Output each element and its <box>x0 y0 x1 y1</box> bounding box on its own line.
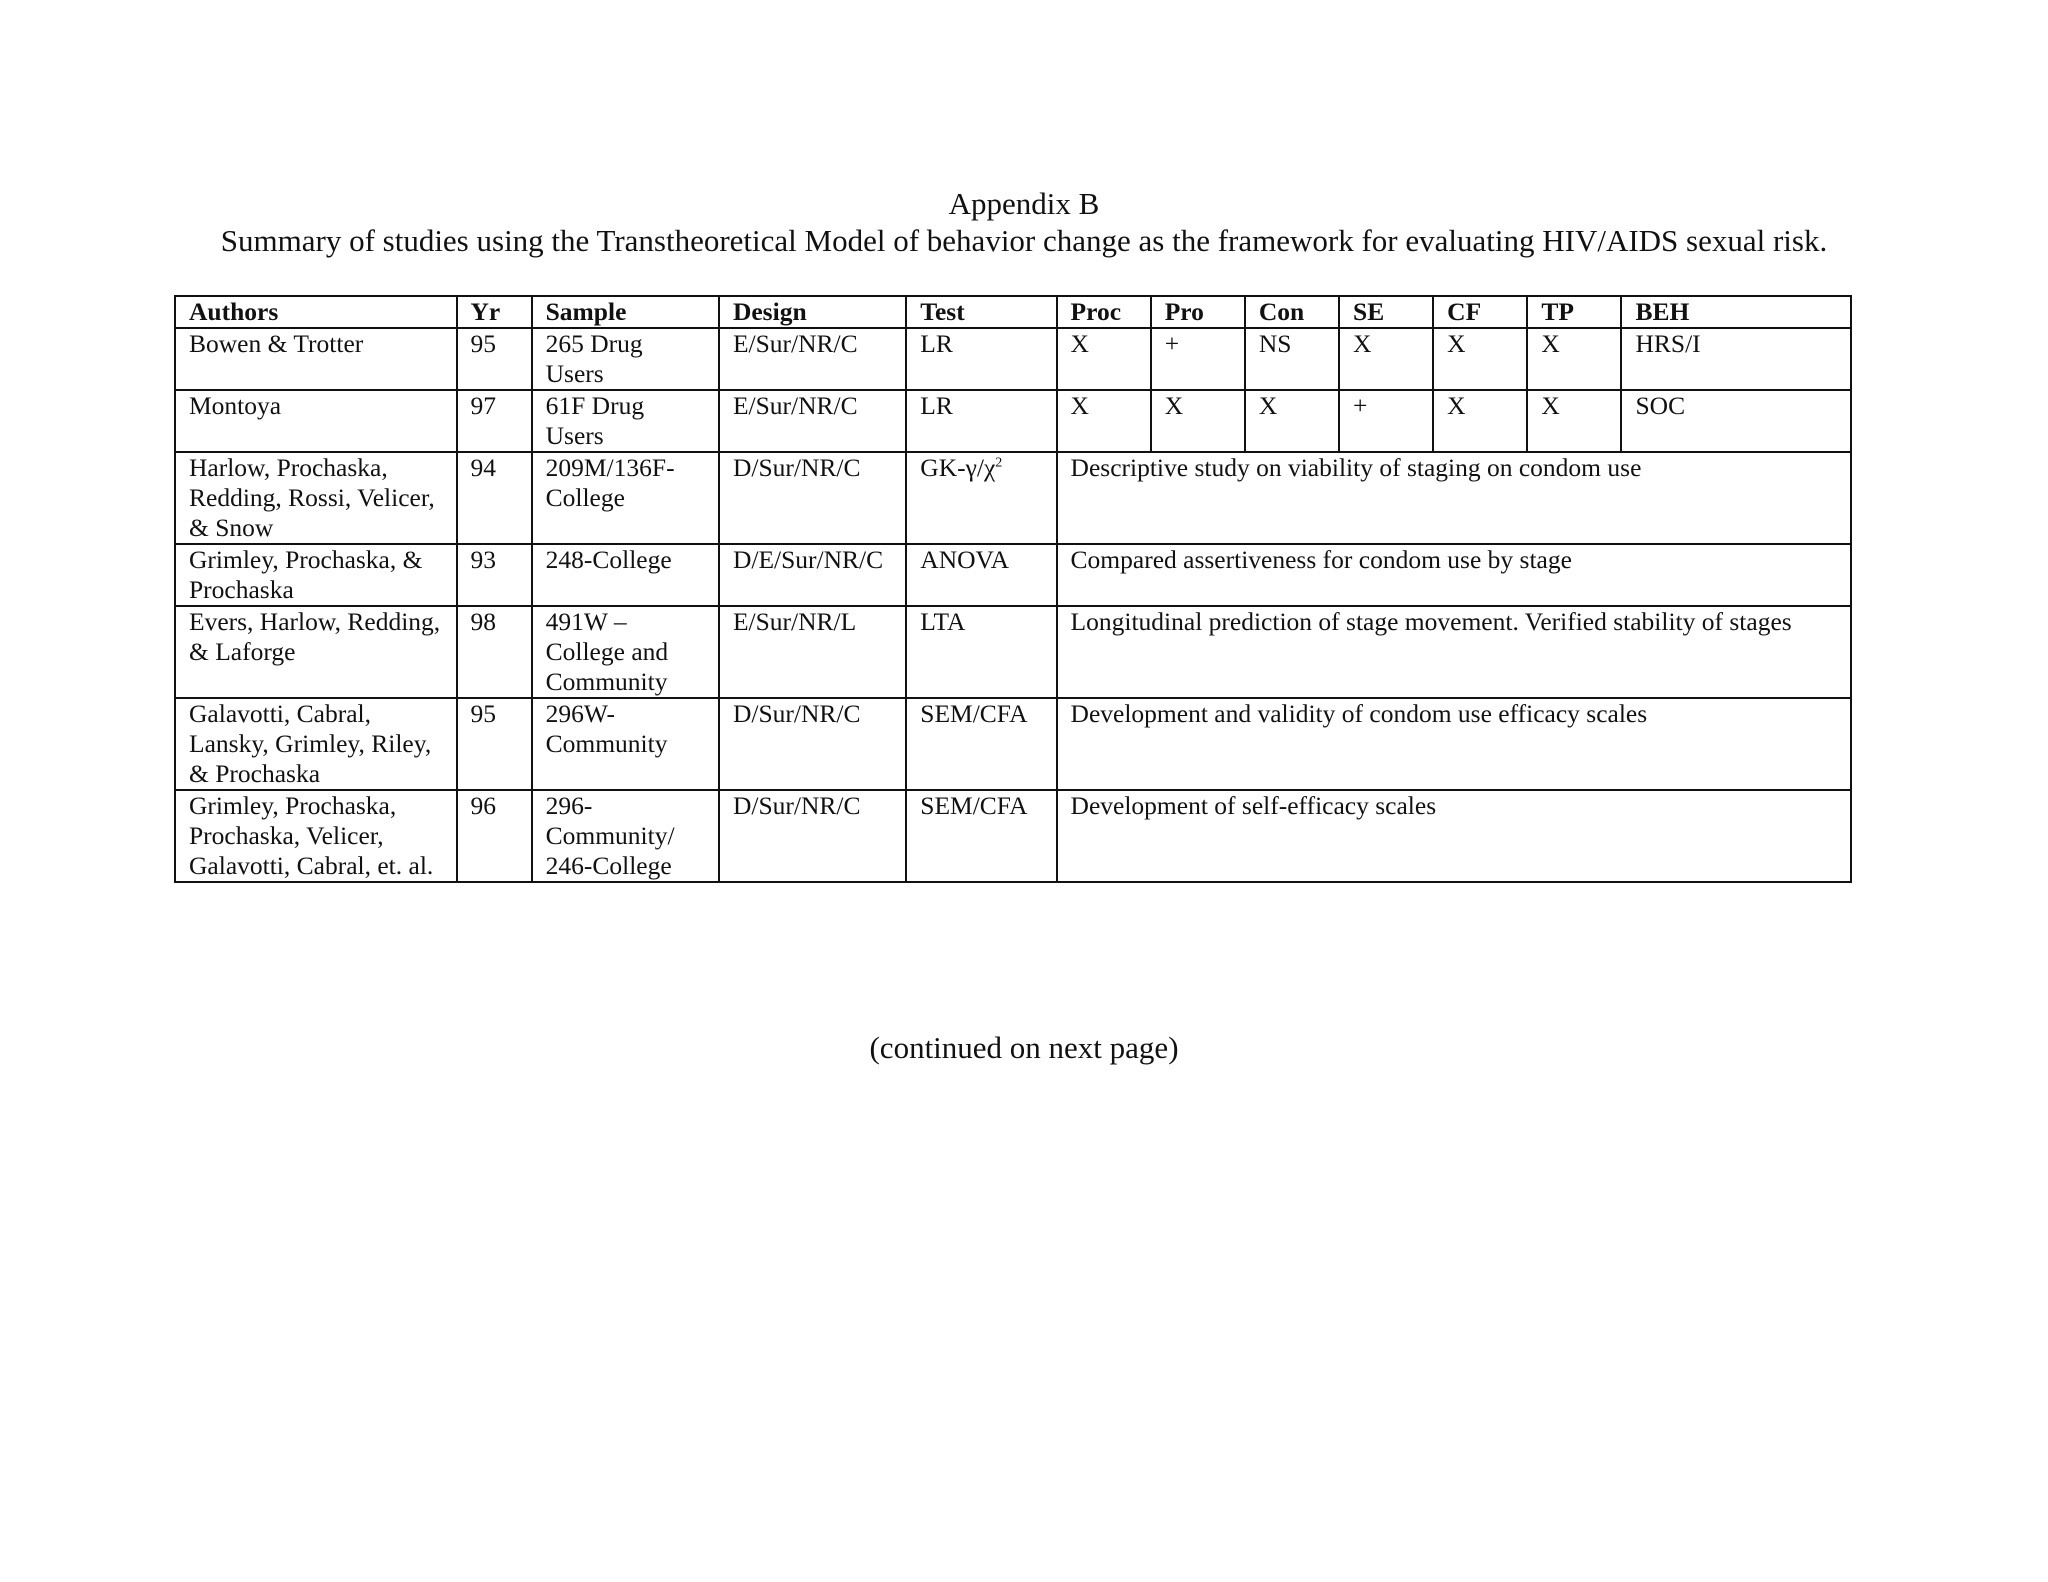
table-row <box>175 790 1851 882</box>
column-header-sample: Sample <box>532 296 719 328</box>
cell-yr: 98 <box>457 606 532 698</box>
cell-design: E/Sur/NR/C <box>719 328 906 390</box>
cell-tp: X <box>1527 328 1621 390</box>
cell-description: Compared assertiveness for condom use by stage <box>1057 544 1851 606</box>
cell-tp: X <box>1527 390 1621 452</box>
cell-description: Development of self-efficacy scales <box>1057 790 1851 882</box>
cell-design: E/Sur/NR/C <box>719 390 906 452</box>
column-header-con: Con <box>1245 296 1339 328</box>
table-row <box>175 452 1851 544</box>
cell-authors: Grimley, Prochaska, Prochaska, Velicer, Galavotti, Cabral, et. al. <box>175 790 457 882</box>
test-name: GK-γ/χ <box>920 453 996 482</box>
cell-sample: 61F Drug Users <box>532 390 719 452</box>
cell-design: D/Sur/NR/C <box>719 452 906 544</box>
cell-beh: SOC <box>1621 390 1851 452</box>
cell-pro: + <box>1151 328 1245 390</box>
table-row <box>175 698 1851 790</box>
column-header-design: Design <box>719 296 906 328</box>
cell-test: LTA <box>906 606 1056 698</box>
cell-authors: Montoya <box>175 390 457 452</box>
table-caption: Summary of studies using the Transtheoretical Model of behavior change as the framework for evaluating HIV/AIDS sexual risk. <box>220 223 1828 258</box>
cell-con: NS <box>1245 328 1339 390</box>
cell-design: D/Sur/NR/C <box>719 698 906 790</box>
cell-test: SEM/CFA <box>906 790 1056 882</box>
cell-test: SEM/CFA <box>906 698 1056 790</box>
column-header-pro: Pro <box>1151 296 1245 328</box>
table-row <box>175 328 1851 390</box>
cell-yr: 96 <box>457 790 532 882</box>
test-superscript: 2 <box>995 455 1003 471</box>
cell-cf: X <box>1433 328 1527 390</box>
cell-sample: 296-Community/ 246-College <box>532 790 719 882</box>
cell-test <box>906 452 1056 544</box>
cell-authors: Bowen & Trotter <box>175 328 457 390</box>
cell-description: Descriptive study on viability of staging on condom use <box>1057 452 1851 544</box>
cell-sample: 248-College <box>532 544 719 606</box>
cell-pro: X <box>1151 390 1245 452</box>
cell-se: X <box>1339 328 1433 390</box>
column-header-beh: BEH <box>1621 296 1851 328</box>
continued-note: (continued on next page) <box>869 1030 1179 1065</box>
cell-authors: Galavotti, Cabral, Lansky, Grimley, Riley, & Prochaska <box>175 698 457 790</box>
cell-sample: 265 Drug Users <box>532 328 719 390</box>
cell-authors: Evers, Harlow, Redding, & Laforge <box>175 606 457 698</box>
cell-test: LR <box>906 390 1056 452</box>
table-row <box>175 606 1851 698</box>
cell-yr: 95 <box>457 698 532 790</box>
cell-design: D/E/Sur/NR/C <box>719 544 906 606</box>
cell-sample: 491W – College and Community <box>532 606 719 698</box>
cell-design: E/Sur/NR/L <box>719 606 906 698</box>
appendix-title: Appendix B <box>948 186 1100 221</box>
cell-se: + <box>1339 390 1433 452</box>
cell-design: D/Sur/NR/C <box>719 790 906 882</box>
table-row <box>175 544 1851 606</box>
cell-yr: 93 <box>457 544 532 606</box>
cell-yr: 97 <box>457 390 532 452</box>
column-header-se: SE <box>1339 296 1433 328</box>
cell-proc: X <box>1057 390 1151 452</box>
cell-yr: 95 <box>457 328 532 390</box>
cell-description: Development and validity of condom use efficacy scales <box>1057 698 1851 790</box>
cell-proc: X <box>1057 328 1151 390</box>
cell-sample: 296W-Community <box>532 698 719 790</box>
cell-yr: 94 <box>457 452 532 544</box>
cell-authors: Harlow, Prochaska, Redding, Rossi, Velicer, & Snow <box>175 452 457 544</box>
column-header-cf: CF <box>1433 296 1527 328</box>
cell-beh: HRS/I <box>1621 328 1851 390</box>
cell-description: Longitudinal prediction of stage movement. Verified stability of stages <box>1057 606 1851 698</box>
column-header-tp: TP <box>1527 296 1621 328</box>
column-header-yr: Yr <box>457 296 532 328</box>
cell-cf: X <box>1433 390 1527 452</box>
cell-sample: 209M/136F-College <box>532 452 719 544</box>
column-header-test: Test <box>906 296 1056 328</box>
studies-table <box>174 295 1852 883</box>
cell-test: LR <box>906 328 1056 390</box>
table-row <box>175 390 1851 452</box>
cell-test: ANOVA <box>906 544 1056 606</box>
cell-con: X <box>1245 390 1339 452</box>
table-header-row <box>175 296 1851 328</box>
column-header-proc: Proc <box>1057 296 1151 328</box>
cell-authors: Grimley, Prochaska, & Prochaska <box>175 544 457 606</box>
column-header-authors: Authors <box>175 296 457 328</box>
